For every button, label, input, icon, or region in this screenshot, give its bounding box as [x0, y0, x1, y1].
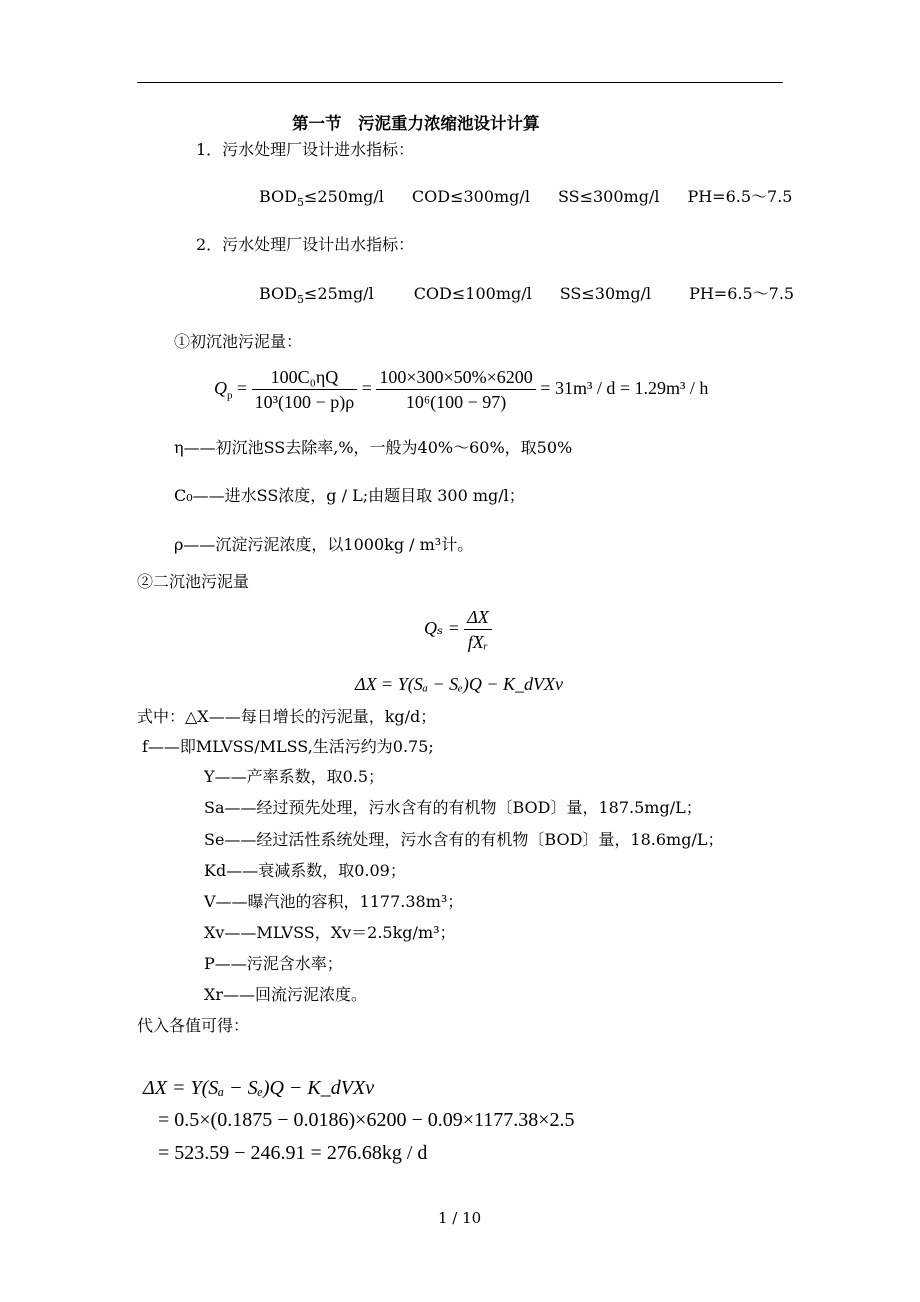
primary-heading: ①初沉池污泥量：	[174, 332, 303, 351]
c0-definition: C₀——进水SS浓度，g / L;由题目取 300 mg/l；	[174, 486, 525, 505]
def-p: P——污泥含水率；	[204, 954, 343, 973]
effluent-heading: 2．污水处理厂设计出水指标：	[196, 235, 415, 254]
def-y: Y——产率系数，取0.5；	[204, 767, 385, 786]
where-line: 式中：△X——每日增长的污泥量，kg/d；	[137, 707, 437, 726]
calc-line-3: = 523.59 − 246.91 = 276.68kg / d	[158, 1142, 428, 1164]
header-rule	[137, 82, 783, 83]
rho-definition: ρ——沉淀污泥浓度，以1000kg / m³计。	[174, 535, 474, 554]
qs-formula: Qₛ = $\frac{\Delta X}{\text{fXᵣ}}$	[424, 600, 492, 656]
secondary-heading: ②二沉池污泥量	[137, 572, 250, 591]
eta-definition: η——初沉池SS去除率,%，一般为40%～60%，取50%	[174, 438, 573, 457]
def-sa: Sa——经过预先处理，污水含有的有机物〔BOD〕量，187.5mg/L；	[204, 798, 702, 817]
effluent-values: $BOD_5\le 25mg/l$ COD≤100mg/l SS≤30mg/l PH=6.5～7.5	[259, 284, 795, 307]
dx-formula: ΔX = Y(Sₐ − Sₑ)Q − K_dVXv	[355, 674, 563, 694]
calc-line-1: ΔX = Y(Sₐ − Sₑ)Q − K_dVXv	[143, 1077, 375, 1099]
f-definition: f——即MLVSS/MLSS,生活污约为0.75;	[142, 737, 434, 756]
calc-line-2: = 0.5×(0.1875 − 0.0186)×6200 − 0.09×1177.38×2.5	[158, 1109, 575, 1131]
substitute-line: 代入各值可得：	[137, 1016, 250, 1035]
influent-heading: 1．污水处理厂设计进水指标：	[196, 140, 415, 159]
page-number: 1 / 10	[438, 1209, 482, 1227]
def-xv: Xv——MLVSS，Xv＝2.5kg/m³；	[204, 923, 456, 942]
def-xr: Xr——回流污泥浓度。	[204, 985, 368, 1004]
influent-values: $BOD_5\le 250mg/l$ COD≤300mg/l SS≤300mg/l PH=6.5～7.5	[259, 187, 793, 210]
section-title: 第一节 污泥重力浓缩池设计计算	[292, 114, 540, 133]
def-v: V——曝汽池的容积，1177.38m³；	[204, 892, 464, 911]
def-kd: Kd——衰减系数，取0.09；	[204, 861, 406, 880]
primary-formula: $Q_p$ = $\frac{\text{100C₀ηQ}}{\text{10³(100 − p)ρ}}$ = $\frac{100\times 300\times 50\%\times 6200}{\text{10⁶(100 − 97)}}$ = 31m³ / d = 1.29m³ / h	[214, 367, 709, 413]
def-se: Se——经过活性系统处理，污水含有的有机物〔BOD〕量，18.6mg/L；	[204, 830, 724, 849]
